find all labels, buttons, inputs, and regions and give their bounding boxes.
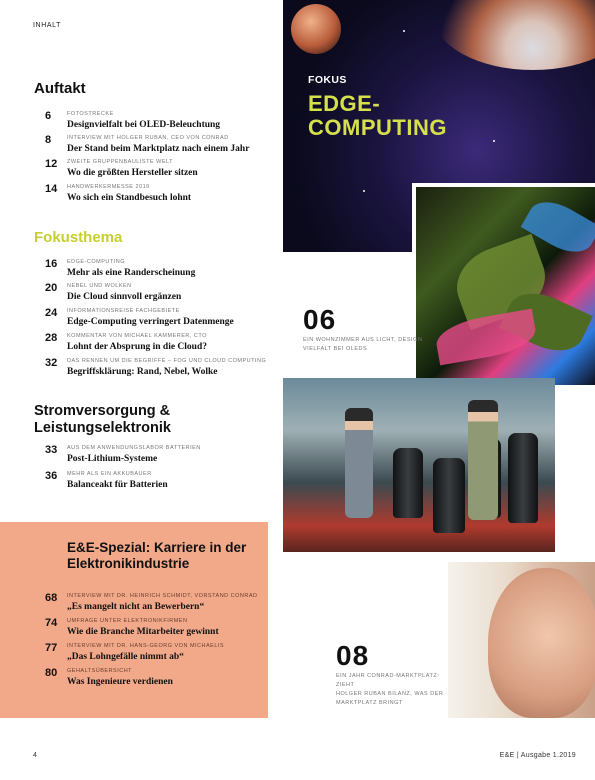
- toc-entry[interactable]: [33, 470, 273, 494]
- page-number: 77: [45, 642, 58, 654]
- entry-title: Wo die größten Hersteller sitzen: [67, 168, 198, 178]
- section-title-stromversorgung: Stromversorgung & Leistungselektronik: [34, 403, 171, 436]
- section-title-fokusthema: Fokusthema: [34, 229, 123, 246]
- entry-kicker: DAS RENNEN UM DIE BEGRIFFE – FOG UND CLOUD COMPUTING: [67, 358, 267, 364]
- page-number: 74: [45, 617, 58, 629]
- page-number: 68: [45, 592, 58, 604]
- teaser-line: EIN JAHR CONRAD-MARKTPLATZ: ZIEHT: [336, 673, 440, 688]
- entry-title: Designvielfalt bei OLED-Beleuchtung: [67, 120, 221, 130]
- teaser-line: VIELFALT BEI OLEDS: [303, 346, 368, 352]
- photo-portrait[interactable]: [448, 562, 595, 718]
- section-title-spezial: E&E-Spezial: Karriere in der Elektronikindustrie: [67, 540, 247, 571]
- page-number: 20: [45, 282, 58, 294]
- teaser-number: 06: [303, 304, 337, 335]
- photo-plant[interactable]: [412, 183, 595, 385]
- star: [363, 190, 365, 192]
- entry-title: Was Ingenieure verdienen: [67, 677, 173, 687]
- entry-title: Wo sich ein Standbesuch lohnt: [67, 193, 192, 203]
- toc-entry[interactable]: [33, 617, 273, 641]
- entry-kicker: MEHR ALS EIN AKKUBAUER: [67, 471, 152, 477]
- page-number: 28: [45, 332, 58, 344]
- entry-kicker: AUS DEM ANWENDUNGSLABOR BATTERIEN: [67, 445, 201, 451]
- teaser-06[interactable]: [303, 304, 423, 354]
- toc-entry[interactable]: [33, 110, 273, 134]
- entry-kicker: GEHALTSÜBERSICHT: [67, 668, 133, 674]
- page-number: 36: [45, 470, 58, 482]
- entry-kicker: ZWEITE GRUPPENBAULISTE WELT: [67, 159, 173, 165]
- entry-title: Edge-Computing verringert Datenmenge: [67, 317, 234, 327]
- page-number: 33: [45, 444, 58, 456]
- entry-title: „Es mangelt nicht an Bewerbern“: [67, 602, 205, 612]
- toc-entry[interactable]: [33, 307, 273, 331]
- page-number: 80: [45, 667, 58, 679]
- entry-title: „Das Lohngefälle nimmt ab“: [67, 652, 184, 662]
- toc-entry[interactable]: [33, 357, 273, 381]
- teaser-line: EIN WOHNZIMMER AUS LICHT, DESIGN: [303, 337, 423, 343]
- entry-kicker: FOTOSTRECKE: [67, 111, 114, 117]
- page-number: 14: [45, 183, 58, 195]
- page-number: 32: [45, 357, 58, 369]
- entry-kicker: INFORMATIONSREISE FACHGEBIETE: [67, 308, 180, 314]
- toc-entry[interactable]: [33, 134, 273, 158]
- toc-entry[interactable]: [33, 258, 273, 282]
- entry-kicker: KOMMENTAR VON MICHAEL KAMMERER, CTO: [67, 333, 207, 339]
- toc-entry[interactable]: [33, 667, 273, 691]
- teaser-line: HOLGER RUBAN BILANZ, WAS DER: [336, 691, 444, 697]
- entry-title: Begriffsklärung: Rand, Nebel, Wolke: [67, 367, 218, 377]
- spezial-box: [0, 522, 268, 718]
- star: [403, 30, 405, 32]
- capacitor: [433, 458, 465, 533]
- page-number: 16: [45, 258, 58, 270]
- toc-entry[interactable]: [33, 183, 273, 207]
- toc-entry[interactable]: [33, 642, 273, 666]
- page-number: 8: [45, 134, 52, 146]
- entry-title: Balanceakt für Batterien: [67, 480, 168, 490]
- entry-kicker: UMFRAGE UNTER ELEKTRONIKFIRMEN: [67, 618, 188, 624]
- entry-kicker: INTERVIEW MIT HOLGER RUBAN, CEO VON CONRAD: [67, 135, 229, 141]
- toc-entry[interactable]: [33, 592, 273, 616]
- teaser-line: MARKTPLATZ BRINGT: [336, 700, 403, 706]
- portrait-face: [488, 568, 595, 718]
- entry-kicker: HANDWERKERMESSE 2019: [67, 184, 150, 190]
- figurine: [345, 408, 373, 518]
- capacitor: [393, 448, 423, 518]
- star: [493, 140, 495, 142]
- entry-title: Mehr als eine Randerscheinung: [67, 268, 196, 278]
- entry-kicker: NEBEL UND WOLKEN: [67, 283, 132, 289]
- page-number: 6: [45, 110, 52, 122]
- entry-kicker: EDGE-COMPUTING: [67, 259, 126, 265]
- toc-entry[interactable]: [33, 332, 273, 356]
- footer-magazine: E&E | Ausgabe 1.2019: [499, 752, 576, 759]
- entry-kicker: INTERVIEW MIT DR. HEINRICH SCHMIDT, VORSTAND CONRAD: [67, 593, 258, 599]
- page-number: 24: [45, 307, 58, 319]
- hero-title: EDGE-COMPUTING: [308, 91, 447, 140]
- planet: [291, 4, 341, 54]
- planet-glow: [433, 0, 595, 70]
- teaser-number: 08: [336, 640, 370, 671]
- toc-entry[interactable]: [33, 282, 273, 306]
- entry-title: Post-Lithium-Systeme: [67, 454, 158, 464]
- entry-title: Lohnt der Absprung in die Cloud?: [67, 342, 207, 352]
- header-label: INHALT: [33, 22, 61, 29]
- photo-figures[interactable]: [283, 378, 555, 552]
- toc-entry[interactable]: [33, 444, 273, 468]
- hero-kicker: FOKUS: [308, 74, 347, 86]
- toc-entry[interactable]: [33, 158, 273, 182]
- entry-kicker: INTERVIEW MIT DR. HANS-GEORG VON MICHAELIS: [67, 643, 225, 649]
- teaser-08[interactable]: [336, 640, 456, 708]
- page-number: 12: [45, 158, 58, 170]
- entry-title: Wie die Branche Mitarbeiter gewinnt: [67, 627, 219, 637]
- section-title-auftakt: Auftakt: [34, 80, 86, 97]
- footer-page-number: 4: [33, 752, 37, 759]
- entry-title: Der Stand beim Marktplatz nach einem Jahr: [67, 144, 250, 154]
- capacitor: [508, 433, 538, 523]
- leaf: [433, 309, 538, 366]
- entry-title: Die Cloud sinnvoll ergänzen: [67, 292, 182, 302]
- figurine: [468, 400, 498, 520]
